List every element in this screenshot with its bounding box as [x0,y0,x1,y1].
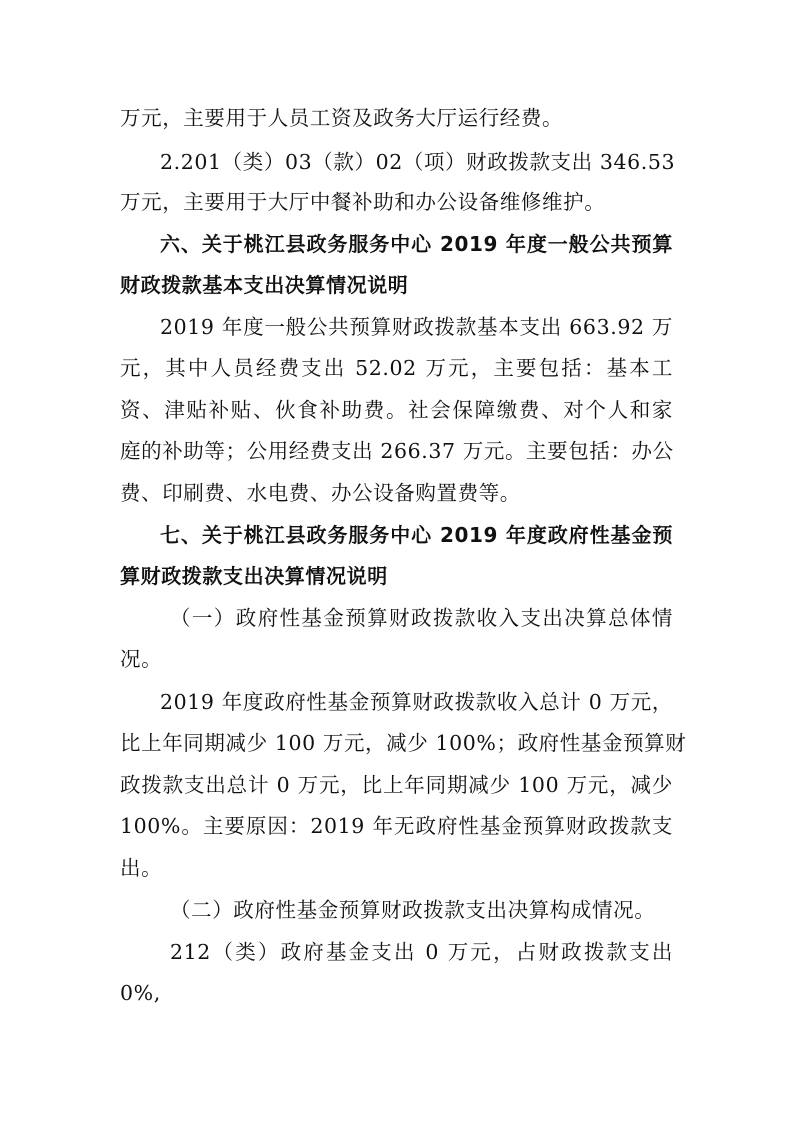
paragraph-line: 2019 年度一般公共预算财政拨款基本支出 663.92 万 [160,315,673,339]
paragraph-line: 比上年同期减少 100 万元，减少 100%；政府性基金预算财 [120,731,687,755]
subsection-heading: 况。 [120,647,163,671]
paragraph-line: 庭的补助等；公用经费支出 266.37 万元。主要包括：办公 [120,439,674,463]
paragraph-line: 政拨款支出总计 0 万元，比上年同期减少 100 万元，减少 [120,773,673,797]
paragraph-line: 212（类）政府基金支出 0 万元，占财政拨款支出 [170,940,673,964]
subsection-heading: （二）政府性基金预算财政拨款支出决算构成情况。 [170,898,656,922]
paragraph-line: 元，其中人员经费支出 52.02 万元，主要包括：基本工 [120,356,673,380]
paragraph-line: 费、印刷费、水电费、办公设备购置费等。 [120,481,521,505]
subsection-heading: （一）政府性基金预算财政拨款收入支出决算总体情 [170,606,673,630]
paragraph-line: 资、津贴补贴、伙食补助费。社会保障缴费、对个人和家 [120,398,673,422]
paragraph-line: 万元，主要用于大厅中餐补助和办公设备维修维护。 [120,190,606,214]
paragraph-line: 万元，主要用于人员工资及政务大厅运行经费。 [120,106,564,130]
paragraph-line: 2.201（类）03（款）02（项）财政拨款支出 346.53 [160,150,676,174]
paragraph-line: 0%, [120,981,161,1005]
section-heading: 算财政拨款支出决算情况说明 [120,564,388,588]
section-heading: 财政拨款基本支出决算情况说明 [120,273,409,297]
paragraph-line: 100%。主要原因：2019 年无政府性基金预算财政拨款支 [120,814,673,838]
paragraph-line: 2019 年度政府性基金预算财政拨款收入总计 0 万元， [160,690,673,714]
section-heading: 七、关于桃江县政务服务中心 2019 年度政府性基金预 [160,523,673,547]
paragraph-line: 出。 [120,856,163,880]
section-heading: 六、关于桃江县政务服务中心 2019 年度一般公共预算 [160,232,673,256]
